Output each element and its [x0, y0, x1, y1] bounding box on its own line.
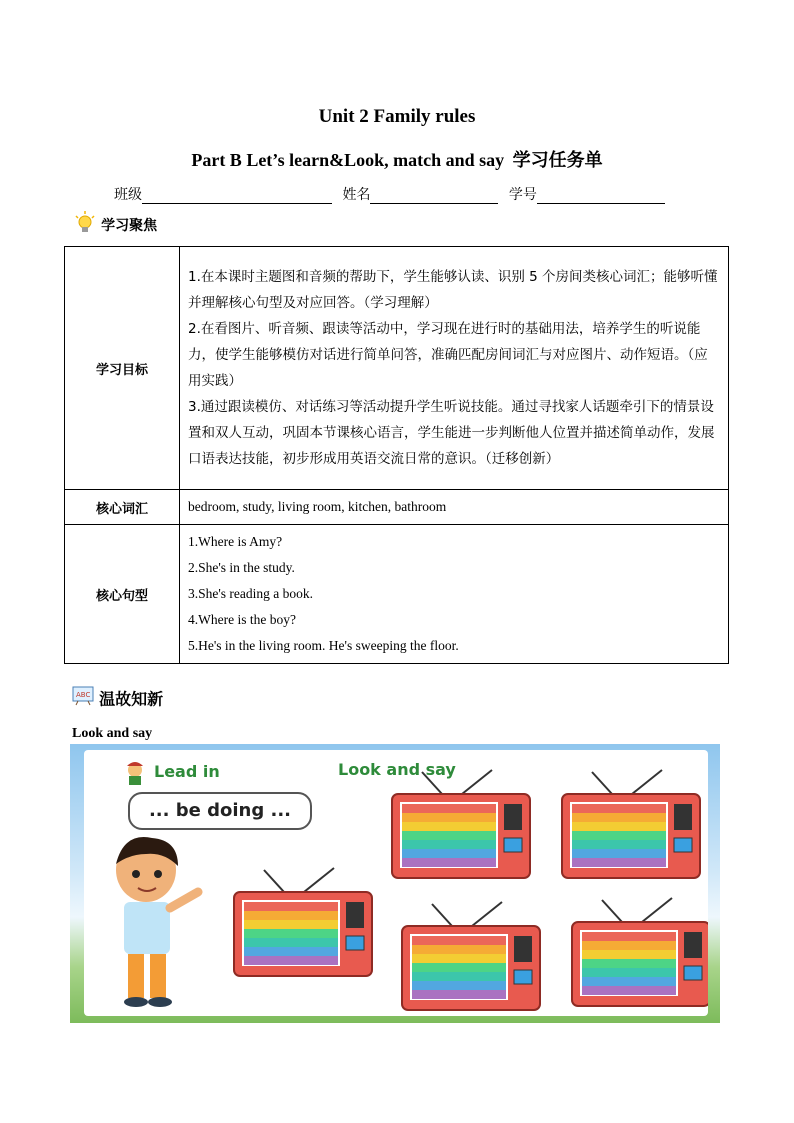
document-subtitle: [0, 146, 794, 172]
table-row: [65, 490, 729, 525]
look-and-say-title: Look and say: [338, 760, 456, 779]
lead-in-picture: [70, 744, 720, 1023]
sentence-item: 4.Where is the boy?: [188, 612, 296, 627]
speech-bubble: ... be doing ...: [128, 792, 312, 830]
sentence-item: 5.He's in the living room. He's sweeping the floor.: [188, 638, 459, 653]
name-blank[interactable]: [370, 187, 498, 204]
tv-icon: [392, 770, 530, 878]
tv-icon: [402, 902, 540, 1010]
tv-group: [84, 750, 708, 1016]
section1-title: 学习聚焦: [101, 218, 158, 234]
sentences-content: [180, 525, 729, 664]
look-and-say-label: Look and say: [72, 726, 153, 741]
goals-content: [180, 247, 729, 490]
abc-board-icon: [72, 686, 94, 710]
vocab-label: 核心词汇: [65, 490, 180, 525]
tv-icon: [562, 770, 700, 878]
lightbulb-icon: [74, 210, 96, 240]
document-title: Unit 2 Family rules: [318, 106, 476, 127]
class-label: 班级: [114, 187, 142, 203]
svg-text:ABC: ABC: [76, 691, 91, 699]
table-row: [65, 247, 729, 490]
number-label: 学号: [508, 187, 537, 203]
vocab-content: bedroom, study, living room, kitchen, bathroom: [180, 490, 729, 525]
sentence-item: 3.She's reading a book.: [188, 586, 314, 601]
learning-focus-table: [64, 246, 729, 664]
tv-icon: [234, 868, 372, 976]
subtitle-en: Part B Let’s learn&Look, match and say: [191, 150, 505, 170]
subtitle-cn: 学习任务单: [512, 150, 603, 171]
section1-heading: [74, 210, 157, 240]
section2-heading: [72, 686, 163, 710]
table-row: [65, 525, 729, 664]
sentence-item: 2.She's in the study.: [188, 560, 295, 575]
goals-label: 学习目标: [65, 247, 180, 490]
sentences-label: 核心句型: [65, 525, 180, 664]
sentence-item: 1.Where is Amy?: [188, 534, 283, 549]
goal-item: 3.通过跟读模仿、对话练习等活动提升学生听说技能。通过寻找家人话题牵引下的情景设置和双人互动，巩固本节课核心语言，学生能进一步判断他人位置并描述简单动作，发展口语表达技能，初步形成用英语交流日常的意识。（迁移创新）: [188, 399, 715, 467]
section2-title: 温故知新: [99, 689, 164, 709]
goal-item: 2.在看图片、听音频、跟读等活动中，学习现在进行时的基础用法，培养学生的听说能力，使学生能够模仿对话进行简单问答，准确匹配房间词汇与对应图片、动作短语。（应用实践）: [188, 321, 708, 389]
lead-in-text: Lead in: [154, 762, 220, 781]
student-info-row: [114, 184, 665, 204]
slide-panel: [84, 750, 708, 1016]
name-label: 姓名: [342, 187, 371, 203]
tv-icon: [572, 898, 708, 1006]
class-blank[interactable]: [142, 187, 332, 204]
goal-item: 1.在本课时主题图和音频的帮助下，学生能够认读、识别 5 个房间类核心词汇；能够听懂并理解核心句型及对应回答。（学习理解）: [188, 269, 718, 311]
number-blank[interactable]: [537, 187, 665, 204]
